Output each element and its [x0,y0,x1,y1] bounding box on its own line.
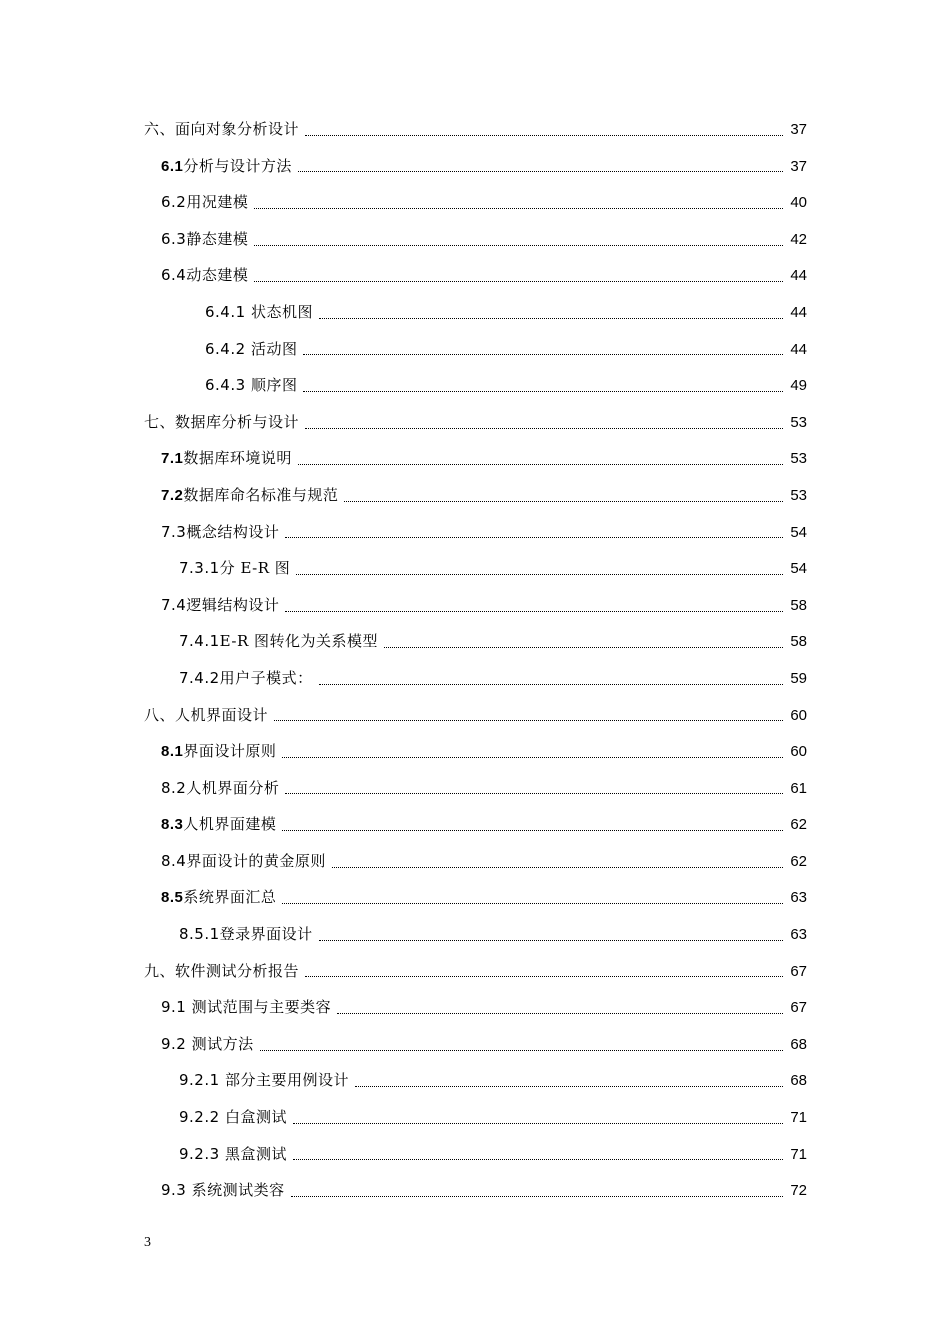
toc-entry-title [161,1026,254,1063]
toc-entry-text: 概念结构设计 [186,522,280,541]
toc-dot-leader [298,171,783,172]
toc-entry-text: 人机界面设计 [175,705,269,724]
toc-entry-text: 数据库命名标准与规范 [183,485,339,504]
toc-entry-title [161,148,292,186]
toc-entry-number: 8.1 [161,743,184,761]
toc-dot-leader [285,537,783,538]
toc-entry-text: 数据库环境说明 [183,449,292,468]
toc-dot-leader [293,1123,783,1124]
toc-entry-page: 59 [790,669,807,687]
toc-entry-text: 活动图 [245,339,298,358]
toc-entry-page: 37 [790,157,807,175]
toc-dot-leader [282,830,783,831]
toc-entry[interactable] [0,1062,950,1099]
toc-dot-leader [282,903,783,904]
toc-entry-number: 9.2.3 [179,1144,220,1163]
toc-entry-text: 系统界面汇总 [183,888,277,907]
toc-dot-leader [355,1086,783,1087]
toc-entry-title [205,367,297,404]
toc-entry[interactable] [0,148,950,185]
toc-entry[interactable] [0,1136,950,1173]
toc-entry-number: 7.4.2 [179,668,220,687]
toc-entry[interactable] [0,916,950,953]
toc-entry-text: 界面设计原则 [183,742,277,761]
toc-entry-number: 9.1 [161,998,187,1017]
toc-entry-title [179,1099,287,1136]
toc-entry-text: 顺序图 [245,376,298,395]
toc-entry[interactable] [0,770,950,807]
toc-entry-page: 53 [790,413,807,431]
toc-entry-number: 6.4.2 [205,339,246,358]
toc-entry-title [179,1136,287,1173]
toc-entry[interactable] [0,1026,950,1063]
toc-entry-title [179,1062,349,1099]
toc-entry-text: 人机界面建模 [183,815,277,834]
toc-dot-leader [285,793,783,794]
toc-dot-leader [254,281,783,282]
toc-entry-title [161,440,292,478]
toc-entry-number: 6.3 [161,229,187,248]
toc-entry-page: 44 [790,303,807,321]
toc-entry-title [144,953,299,990]
toc-entry-title [179,550,290,587]
toc-entry-text: 状态机图 [245,302,313,321]
toc-entry-page: 49 [790,377,807,395]
toc-entry-number: 9.3 [161,1181,187,1200]
toc-entry[interactable] [0,843,950,880]
toc-dot-leader [305,976,783,977]
toc-entry-text: 测试方法 [186,1034,254,1053]
toc-dot-leader [260,1050,783,1051]
table-of-contents [0,111,950,1209]
toc-entry-text: 登录界面设计 [219,925,313,944]
toc-entry-title [144,404,299,441]
toc-entry-number: 9.2.1 [179,1071,220,1090]
toc-entry-text: 用况建模 [186,193,249,212]
toc-entry-text: 黑盒测试 [219,1144,287,1163]
toc-entry-page: 72 [790,1182,807,1200]
toc-entry-page: 42 [790,230,807,248]
toc-entry-text: 测试范围与主要类容 [186,998,332,1017]
toc-entry[interactable] [0,660,950,697]
toc-entry-number: 7.3.1 [179,559,220,578]
toc-entry-title [161,1172,285,1209]
toc-entry[interactable] [0,697,950,734]
toc-entry[interactable] [0,184,950,221]
toc-entry[interactable] [0,733,950,770]
toc-entry[interactable] [0,440,950,477]
toc-entry-title [161,514,279,551]
toc-entry[interactable] [0,367,950,404]
toc-entry-page: 58 [790,633,807,651]
toc-entry[interactable] [0,331,950,368]
toc-entry-text: 静态建模 [186,229,249,248]
toc-dot-leader [319,318,783,319]
toc-entry-number: 7.2 [161,486,184,504]
toc-entry-page: 63 [790,926,807,944]
toc-entry-number: 8.4 [161,851,187,870]
toc-entry-page: 53 [790,486,807,504]
toc-dot-leader [305,428,783,429]
toc-entry[interactable] [0,404,950,441]
toc-entry-page: 68 [790,1072,807,1090]
toc-entry-page: 60 [790,743,807,761]
toc-entry-text: 用户子模式： [219,668,313,687]
toc-entry-text: 人机界面分析 [186,778,280,797]
toc-entry-text: 部分主要用例设计 [219,1071,349,1090]
toc-entry[interactable] [0,989,950,1026]
toc-entry[interactable] [0,477,950,514]
toc-entry-number: 7.4 [161,595,187,614]
toc-entry-title [144,111,299,148]
toc-entry-number: 6.2 [161,193,187,212]
toc-dot-leader [291,1196,783,1197]
toc-entry-number: 6.4.3 [205,376,246,395]
toc-entry-page: 54 [790,560,807,578]
toc-entry-page: 37 [790,121,807,138]
toc-entry-number: 7.4.1 [179,632,220,651]
toc-entry-number: 9.2.2 [179,1108,220,1127]
toc-dot-leader [274,720,783,721]
toc-entry-page: 62 [790,816,807,834]
toc-dot-leader [344,501,783,502]
toc-dot-leader [305,135,783,136]
toc-dot-leader [285,611,783,612]
toc-entry-number: 6.1 [161,157,184,175]
toc-entry[interactable] [0,111,950,148]
toc-entry-text: 分 E-R 图 [219,559,291,578]
toc-dot-leader [303,354,783,355]
toc-entry-text: 界面设计的黄金原则 [186,851,326,870]
toc-entry-page: 67 [790,962,807,980]
toc-entry-number: 九、 [144,961,176,980]
toc-dot-leader [282,757,783,758]
toc-entry-page: 71 [790,1109,807,1127]
toc-entry-number: 六、 [144,120,176,138]
toc-entry-page: 67 [790,999,807,1017]
toc-entry[interactable] [0,294,950,331]
toc-entry-page: 44 [790,267,807,285]
toc-entry-page: 62 [790,852,807,870]
toc-entry-page: 60 [790,706,807,724]
toc-entry-title [161,843,326,880]
toc-entry-page: 53 [790,450,807,468]
toc-entry[interactable] [0,550,950,587]
toc-entry-number: 6.4 [161,266,187,285]
toc-entry[interactable] [0,1099,950,1136]
toc-entry-title [205,294,313,331]
toc-entry-title [161,879,276,917]
toc-entry[interactable] [0,953,950,990]
toc-dot-leader [303,391,783,392]
toc-entry-text: 动态建模 [186,266,249,285]
toc-dot-leader [337,1013,783,1014]
toc-entry-number: 8.2 [161,778,187,797]
toc-entry-title [205,331,297,368]
toc-entry[interactable] [0,623,950,660]
toc-entry-page: 71 [790,1145,807,1163]
toc-entry-text: 系统测试类容 [186,1181,285,1200]
toc-dot-leader [319,940,783,941]
toc-entry[interactable] [0,221,950,258]
toc-entry-number: 6.4.1 [205,302,246,321]
toc-dot-leader [296,574,783,575]
toc-entry[interactable] [0,257,950,294]
toc-entry-page: 44 [790,340,807,358]
toc-entry-number: 8.5 [161,889,184,907]
toc-dot-leader [384,647,783,648]
toc-entry-text: E-R 图转化为关系模型 [219,632,379,651]
toc-entry-text: 数据库分析与设计 [175,412,300,431]
toc-entry-title [161,587,279,624]
toc-entry-number: 八、 [144,705,176,724]
toc-entry-text: 面向对象分析设计 [175,120,300,138]
toc-entry-title [161,477,338,515]
toc-entry-title [161,770,279,807]
toc-entry-page: 68 [790,1035,807,1053]
toc-entry-title [179,660,313,697]
toc-entry[interactable] [0,514,950,551]
toc-dot-leader [319,684,783,685]
toc-dot-leader [254,245,783,246]
toc-entry[interactable] [0,587,950,624]
toc-entry[interactable] [0,1172,950,1209]
toc-entry-number: 8.5.1 [179,925,220,944]
toc-dot-leader [254,208,783,209]
toc-entry-page: 40 [790,194,807,212]
toc-entry-number: 七、 [144,412,176,431]
toc-entry-title [161,989,331,1026]
page-number: 3 [144,1235,151,1250]
toc-entry-title [179,623,378,660]
toc-entry-page: 61 [790,779,807,797]
toc-entry-number: 9.2 [161,1034,187,1053]
toc-entry[interactable] [0,879,950,916]
toc-entry-title [179,916,313,953]
toc-entry-title [161,733,276,771]
toc-entry-page: 58 [790,596,807,614]
toc-entry-title [161,184,248,221]
toc-entry-text: 白盒测试 [219,1108,287,1127]
toc-entry-page: 54 [790,523,807,541]
toc-entry-text: 逻辑结构设计 [186,595,280,614]
toc-entry-number: 8.3 [161,816,184,834]
toc-dot-leader [332,867,783,868]
toc-entry-text: 分析与设计方法 [183,156,292,175]
toc-entry-number: 7.3 [161,522,187,541]
toc-entry-page: 63 [790,889,807,907]
toc-entry[interactable] [0,806,950,843]
toc-entry-title [161,257,248,294]
toc-entry-text: 软件测试分析报告 [175,961,300,980]
toc-entry-title [161,806,276,844]
toc-dot-leader [298,464,783,465]
toc-entry-number: 7.1 [161,450,184,468]
toc-entry-title [144,697,268,734]
toc-entry-title [161,221,248,258]
toc-dot-leader [293,1159,783,1160]
